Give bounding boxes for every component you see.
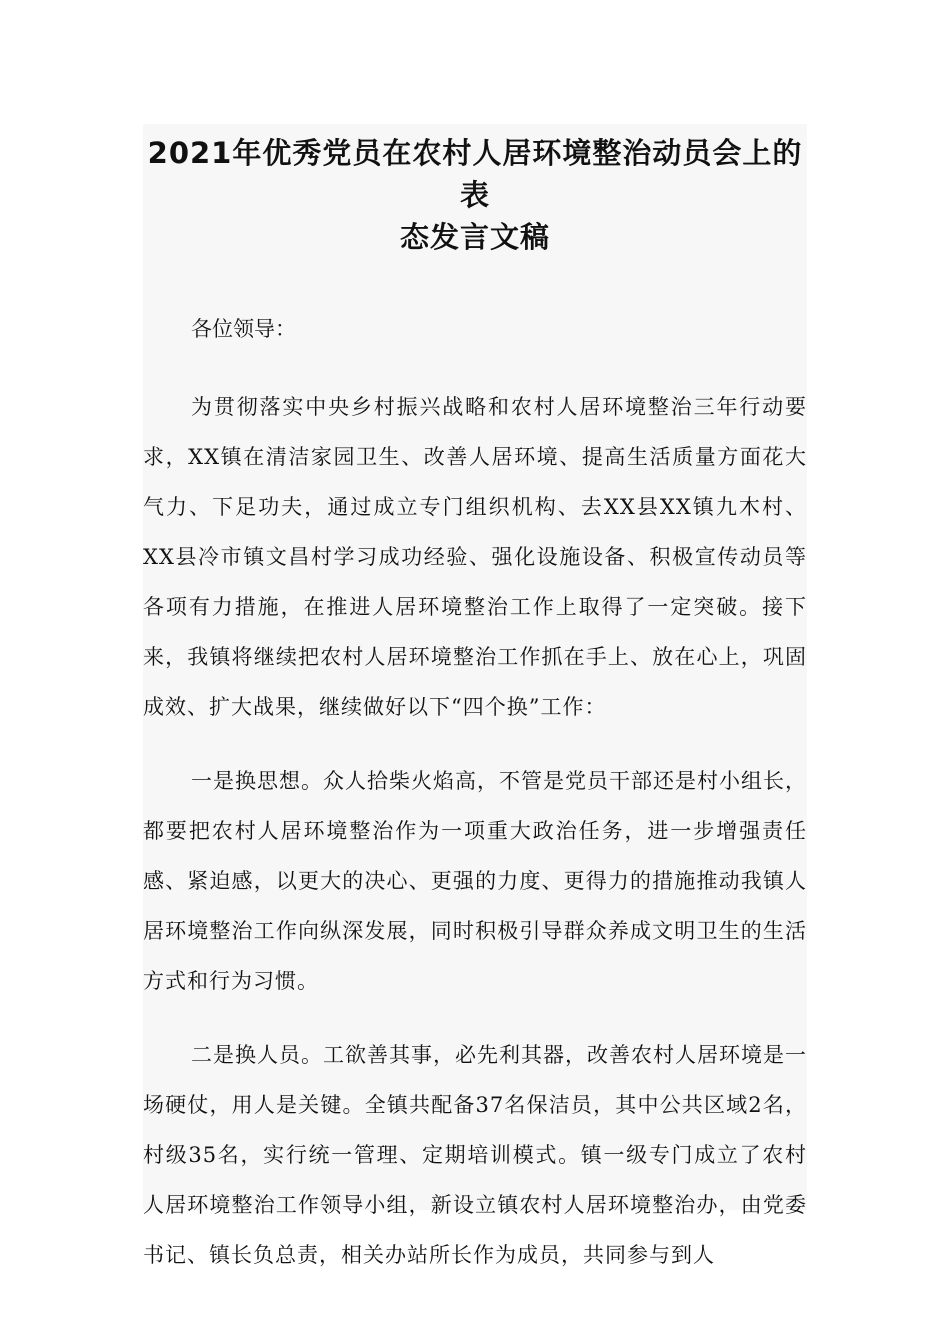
- document-title: [143, 124, 807, 258]
- paragraph-change-personnel: 二是换人员。工欲善其事，必先利其器，改善农村人居环境是一场硬仗，用人是关键。全镇共配备37名保洁员，其中公共区域2名，村级35名，实行统一管理、定期培训模式。镇一级专门成立了农村人居环境整治工作领导小组，新设立镇农村人居环境整治办，由党委书记、镇长负总责，相关办站所长作为成员，共同参与到人: [143, 1043, 807, 1267]
- title-line-1: 2021年优秀党员在农村人居环境整治动员会上的表: [147, 136, 803, 212]
- document-page: [143, 124, 807, 1267]
- salutation: 各位领导：: [191, 317, 296, 341]
- paragraph-intro: 为贯彻落实中央乡村振兴战略和农村人居环境整治三年行动要求，XX镇在清洁家园卫生、改善人居环境、提高生活质量方面花大气力、下足功夫，通过成立专门组织机构、去XX县XX镇九木村、XX县冷市镇文昌村学习成功经验、强化设施设备、积极宣传动员等各项有力措施，在推进人居环境整治工作上取得了一定突破。接下来，我镇将继续把农村人居环境整治工作抓在手上、放在心上，巩固成效、扩大战果，继续做好以下“四个换”工作：: [143, 395, 807, 719]
- title-line-2: 态发言文稿: [399, 220, 550, 254]
- paragraph-change-thinking: 一是换思想。众人拾柴火焰高，不管是党员干部还是村小组长，都要把农村人居环境整治作为一项重大政治任务，进一步增强责任感、紧迫感，以更大的决心、更强的力度、更得力的措施推动我镇人居环境整治工作向纵深发展，同时积极引导群众养成文明卫生的生活方式和行为习惯。: [143, 769, 807, 993]
